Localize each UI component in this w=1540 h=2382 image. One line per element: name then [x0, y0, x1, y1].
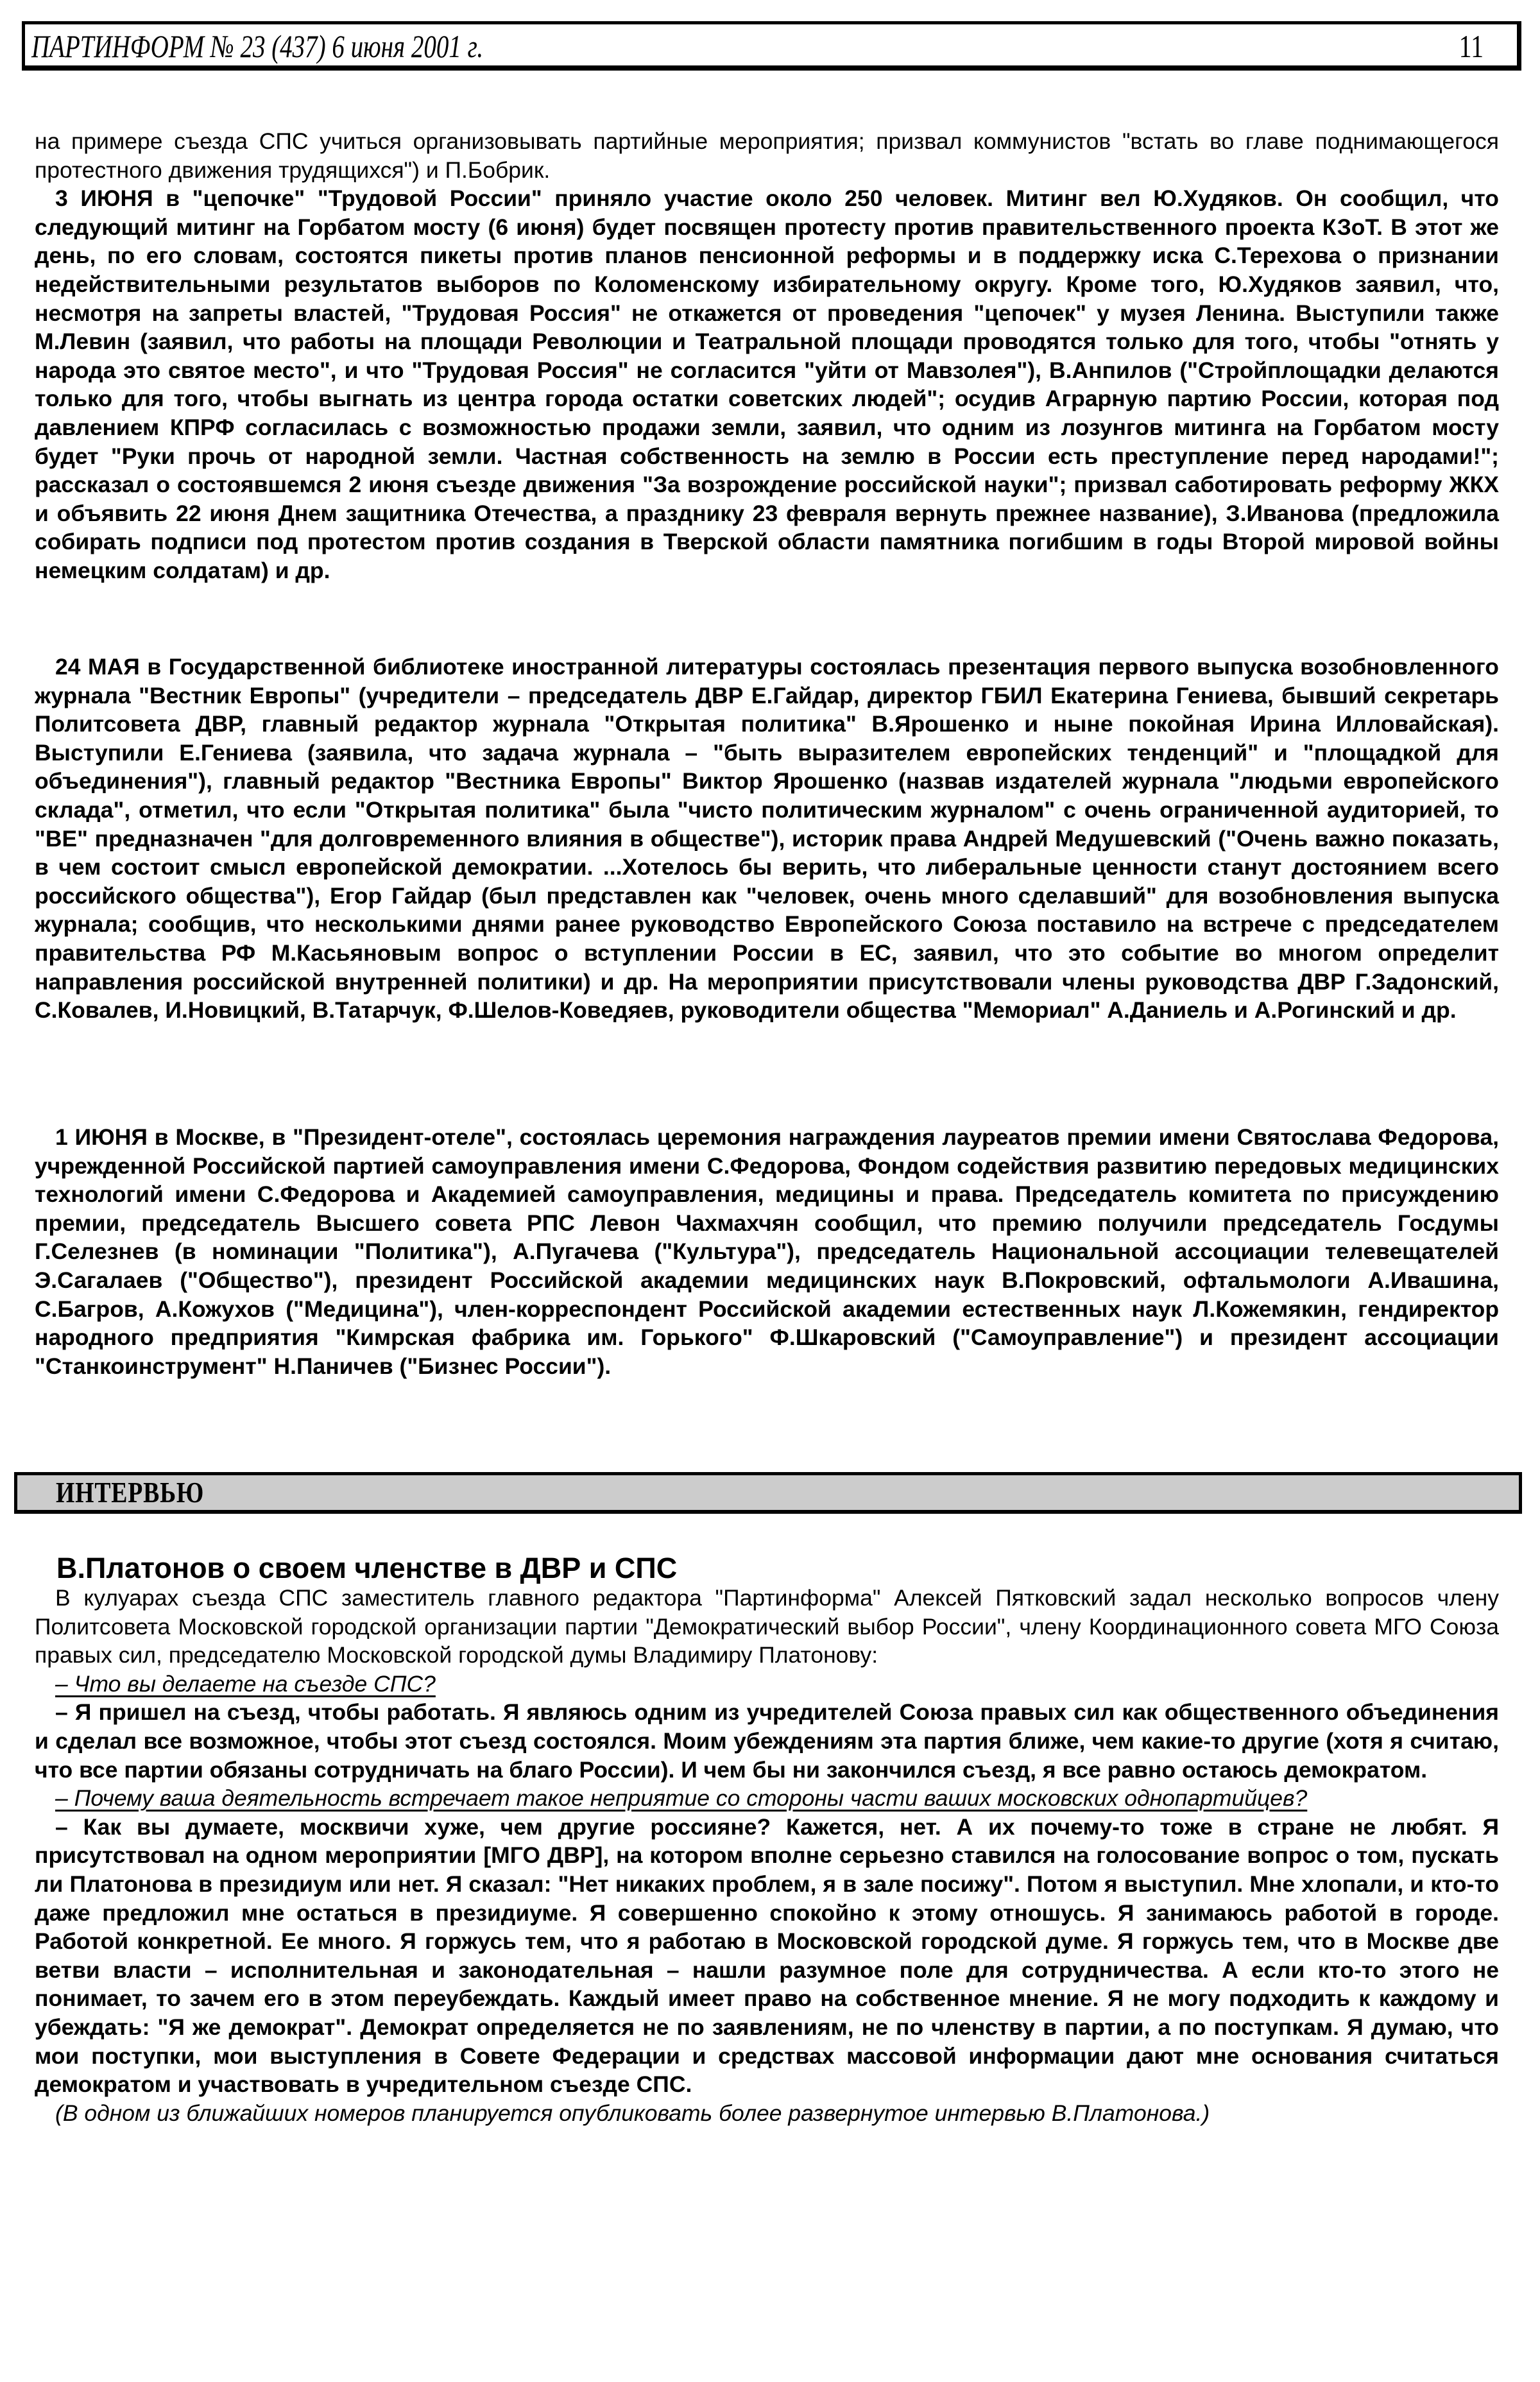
publication-title: ПАРТИНФОРМ № 23 (437) 6 июня 2001 г.	[31, 28, 484, 64]
interview-question-2	[35, 1784, 1499, 1813]
news-column	[35, 127, 1499, 585]
interview-title: В.Платонов о своем членстве в ДВР и СПС	[56, 1552, 678, 1584]
interview-intro: В кулуарах съезда СПС заместитель главного редактора "Партинформа" Алексей Пятковский задал несколько вопросов члену Политсовета Московской городской организации партии "Демократический выбор России", члену Координационного совета МГО Союза правых сил, председателю Московской городской думы Владимиру Платонову:	[35, 1585, 1499, 1668]
page-number: 11	[1459, 28, 1484, 64]
news-paragraph-may-24: 24 МАЯ в Государственной библиотеке иностранной литературы состоялась презентация первого выпуска возобновленного журнала "Вестник Европы" (учредители – председатель ДВР Е.Гайдар, директор ГБИЛ Екатерина Гениева, бывший секретарь Политсовета ДВР, главный редактор журнала "Открытая политика" В.Ярошенко и ныне покойная Ирина Илловайская). Выступили Е.Гениева (заявила, что задача журнала – "быть выразителем европейских тенденций" и "площадкой для объединения"), главный редактор "Вестника Европы" Виктор Ярошенко (назвав издателей журнала "людьми европейского склада", отметил, что если "Открытая политика" была "чисто политическим журналом" с очень ограниченной аудиторией, то "ВЕ" предназначен "для долговременного влияния в обществе"), историк права Андрей Медушевский ("Очень важно показать, в чем состоит смысл европейской демократии. ...Хотелось бы верить, что либеральные ценности станут достоянием всего российского общества"), Егор Гайдар (был представлен как "человек, очень много сделавший" для возобновления выпуска журнала; сообщив, что несколькими днями ранее руководство Европейского Союза поставило на встрече с председателем правительства РФ М.Касьяновым вопрос о вступлении России в ЕС, заявил, что это событие во многом определит направления российской внутренней политики) и др. На мероприятии присутствовали члены руководства ДВР Г.Задонский, С.Ковалев, И.Новицкий, В.Татарчук, Ф.Шелов-Коведяев, руководители общества "Мемориал" А.Даниель и А.Рогинский и др.	[35, 654, 1499, 1024]
editorial-note: (В одном из ближайших номеров планируется опубликовать более развернутое интервью В.Платонова.)	[55, 2100, 1210, 2126]
page-header	[22, 21, 1521, 71]
section-label: ИНТЕРВЬЮ	[56, 1476, 205, 1509]
news-column-2	[35, 653, 1499, 1025]
news-column-3	[35, 1123, 1499, 1380]
interview-answer-1: – Я пришел на съезд, чтобы работать. Я являюсь одним из учредителей Союза правых сил как общественного объединения и сделал все возможное, чтобы этот съезд состоялся. Моим убеждениям эта партия ближе, чем какие-то другие (хотя я считаю, что все партии обязаны сотрудничать на благо России). И чем бы ни закончился съезд, я все равно остаюсь демократом.	[35, 1699, 1499, 1783]
section-header-interview	[14, 1472, 1522, 1514]
question-text: – Что вы делаете на съезде СПС?	[55, 1670, 436, 1697]
news-paragraph-june-1: 1 ИЮНЯ в Москве, в "Президент-отеле", состоялась церемония награждения лауреатов премии имени Святослава Федорова, учрежденной Российской партией самоуправления имени С.Федорова, Фондом содействия развитию передовых медицинских технологий имени С.Федорова и Академией самоуправления, медицины и права. Председатель комитета по присуждению премии, председатель Высшего совета РПС Левон Чахмахчян сообщил, что премию получили председатель Госдумы Г.Селезнев (в номинации "Политика"), А.Пугачева ("Культура"), председатель Национальной ассоциации телевещателей Э.Сагалаев ("Общество"), президент Российской академии медицинских наук В.Покровский, офтальмологи А.Ивашина, С.Багров, А.Кожухов ("Медицина"), член-корреспондент Российской академии естественных наук Л.Кожемякин, гендиректор народного предприятия "Кимрская фабрика им. Горького" Ф.Шкаровский ("Самоуправление") и президент ассоциации "Станкоинструмент" Н.Паничев ("Бизнес России").	[35, 1124, 1499, 1379]
news-paragraph-continued: на примере съезда СПС учиться организовывать партийные мероприятия; призвал коммунистов "встать во главе поднимающегося протестного движения трудящихся") и П.Бобрик.	[35, 128, 1499, 183]
question-text: – Почему ваша деятельность встречает такое неприятие со стороны части ваших московских однопартийцев?	[55, 1785, 1308, 1812]
interview-body	[35, 1584, 1499, 2127]
news-paragraph-june-3: 3 ИЮНЯ в "цепочке" "Трудовой России" приняло участие около 250 человек. Митинг вел Ю.Худяков. Он сообщил, что следующий митинг на Горбатом мосту (6 июня) будет посвящен протесту против правительственного проекта КЗоТ. В этот же день, по его словам, состоятся пикеты против планов пенсионной реформы и в поддержку иска С.Терехова о признании недействительными результатов выборов по Коломенскому избирательному округу. Кроме того, Ю.Худяков заявил, что, несмотря на запреты властей, "Трудовая Россия" не откажется от проведения "цепочек" у музея Ленина. Выступили также М.Левин (заявил, что работы на площади Революции и Театральной площади проводятся только для того, чтобы "отнять у народа это святое место", и что "Трудовая Россия" не согласится "уйти от Мавзолея"), В.Анпилов ("Стройплощадки делаются только для того, чтобы выгнать из центра города остатки советских людей"; осудив Аграрную партию России, которая под давлением КПРФ согласилась с возможностью продажи земли, заявил, что одним из лозунгов митинга на Горбатом мосту будет "Руки прочь от народной земли. Частная собственность на землю в России есть преступление перед народами!"; рассказал о состоявшемся 2 июня съезде движения "За возрождение российской науки"; призвал саботировать реформу ЖКХ и объявить 22 июня Днем защитника Отечества, а празднику 23 февраля вернуть прежнее название), З.Иванова (предложила собирать подписи под протестом против создания в Тверской области памятника погибшим в годы Второй мировой войны немецким солдатам) и др.	[35, 185, 1499, 583]
interview-question-1	[35, 1670, 1499, 1699]
interview-answer-2: – Как вы думаете, москвичи хуже, чем другие россияне? Кажется, нет. А их почему-то тоже в стране не любят. Я присутствовал на одном мероприятии [МГО ДВР], на котором вполне серьезно ставился на голосование вопрос о том, пускать ли Платонова в президиум или нет. Я сказал: "Нет никаких проблем, я в зале посижу". Потом я выступил. Мне хлопали, и кто-то даже предложил мне остаться в президиуме. Я совершенно спокойно к этому отношусь. Я занимаюсь работой в городе. Работой конкретной. Ее много. Я горжусь тем, что я работаю в Московской городской думе. Я горжусь тем, что в Москве две ветви власти – исполнительная и законодательная – нашли разумное поле для сотрудничества. А если кто-то этого не понимает, то зачем его в этом переубеждать. Каждый имеет право на собственное мнение. Я не могу подходить к каждому и убеждать: "Я же демократ". Демократ определяется не по заявлениям, не по членству в партии, а по поступкам. Я думаю, что мои поступки, мои выступления в Совете Федерации и средствах массовой информации дают мне основания считаться демократом и участвовать в учредительном съезде СПС.	[35, 1813, 1499, 2098]
